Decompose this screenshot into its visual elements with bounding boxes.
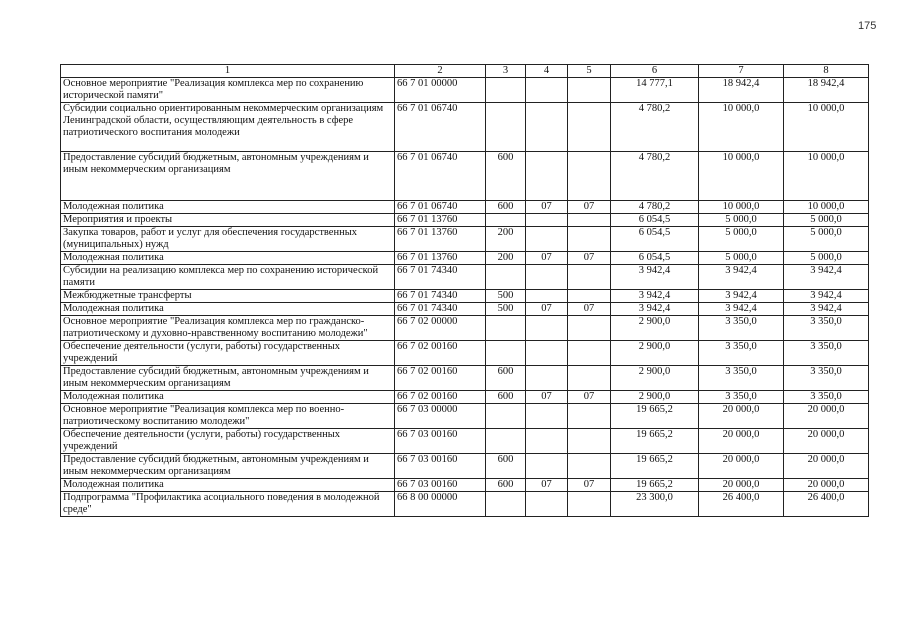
cell-subsection [568,103,611,152]
cell-subsection [568,214,611,227]
table-row [61,391,869,404]
page-number: 175 [858,20,877,32]
cell-amount-year-2: 18 942,4 [699,78,784,103]
cell-name: Предоставление субсидий бюджетным, автономным учреждениям и иным некоммерческим организациям [61,454,395,479]
cell-code: 66 7 01 13760 [395,252,486,265]
cell-section [526,404,568,429]
cell-subsection [568,290,611,303]
cell-amount-year-3: 3 350,0 [784,391,869,404]
cell-expense-type: 500 [486,290,526,303]
cell-amount-year-2: 20 000,0 [699,404,784,429]
table-row [61,214,869,227]
cell-amount-year-3: 5 000,0 [784,227,869,252]
table-row [61,303,869,316]
cell-name: Молодежная политика [61,391,395,404]
cell-section [526,214,568,227]
cell-name: Межбюджетные трансферты [61,290,395,303]
cell-amount-year-2: 3 350,0 [699,391,784,404]
cell-section [526,341,568,366]
cell-expense-type: 600 [486,152,526,201]
cell-expense-type: 600 [486,391,526,404]
cell-code: 66 7 01 74340 [395,265,486,290]
cell-amount-year-2: 26 400,0 [699,492,784,517]
cell-section: 07 [526,303,568,316]
table-row [61,316,869,341]
cell-subsection: 07 [568,479,611,492]
cell-name: Субсидии социально ориентированным некоммерческим организациям Ленинградской области, осуществляющим деятельность в сфере патриотического воспитания молодежи [61,103,395,152]
cell-amount-year-1: 3 942,4 [611,290,699,303]
table-row [61,404,869,429]
cell-expense-type [486,429,526,454]
cell-code: 66 7 01 13760 [395,214,486,227]
cell-subsection [568,265,611,290]
cell-subsection [568,429,611,454]
cell-section [526,429,568,454]
cell-subsection [568,454,611,479]
cell-amount-year-3: 3 350,0 [784,341,869,366]
cell-code: 66 7 02 00160 [395,391,486,404]
cell-amount-year-1: 2 900,0 [611,366,699,391]
cell-expense-type [486,316,526,341]
cell-section [526,152,568,201]
cell-expense-type [486,265,526,290]
cell-subsection [568,492,611,517]
cell-code: 66 7 03 00160 [395,454,486,479]
header-cell-4: 4 [526,65,568,78]
table-row [61,201,869,214]
cell-name: Мероприятия и проекты [61,214,395,227]
cell-amount-year-2: 3 942,4 [699,303,784,316]
cell-expense-type [486,492,526,517]
table-row [61,103,869,152]
cell-expense-type [486,103,526,152]
cell-amount-year-2: 5 000,0 [699,214,784,227]
cell-amount-year-1: 19 665,2 [611,404,699,429]
cell-expense-type [486,404,526,429]
budget-table [60,64,869,517]
table-row [61,290,869,303]
cell-code: 66 7 02 00160 [395,341,486,366]
table-row [61,152,869,201]
cell-section [526,78,568,103]
cell-name: Обеспечение деятельности (услуги, работы) государственных учреждений [61,341,395,366]
cell-code: 66 7 02 00000 [395,316,486,341]
header-cell-3: 3 [486,65,526,78]
cell-amount-year-1: 19 665,2 [611,479,699,492]
table-row [61,265,869,290]
cell-amount-year-1: 2 900,0 [611,391,699,404]
cell-expense-type: 600 [486,454,526,479]
cell-subsection: 07 [568,201,611,214]
table-body [61,78,869,517]
cell-code: 66 7 01 74340 [395,290,486,303]
cell-code: 66 8 00 00000 [395,492,486,517]
cell-amount-year-3: 3 942,4 [784,265,869,290]
cell-code: 66 7 03 00160 [395,479,486,492]
cell-expense-type: 200 [486,227,526,252]
cell-amount-year-1: 3 942,4 [611,265,699,290]
cell-amount-year-3: 10 000,0 [784,103,869,152]
cell-amount-year-1: 2 900,0 [611,316,699,341]
cell-amount-year-1: 4 780,2 [611,201,699,214]
table-row [61,227,869,252]
header-cell-2: 2 [395,65,486,78]
cell-code: 66 7 02 00160 [395,366,486,391]
table-row [61,252,869,265]
header-cell-7: 7 [699,65,784,78]
cell-name: Молодежная политика [61,201,395,214]
cell-name: Основное мероприятие "Реализация комплекса мер по военно-патриотическому воспитанию молодежи" [61,404,395,429]
cell-amount-year-2: 10 000,0 [699,152,784,201]
cell-name: Подпрограмма "Профилактика асоциального поведения в молодежной среде" [61,492,395,517]
cell-amount-year-2: 20 000,0 [699,429,784,454]
cell-section [526,290,568,303]
cell-expense-type: 600 [486,479,526,492]
cell-expense-type [486,341,526,366]
table-row [61,78,869,103]
cell-section [526,316,568,341]
cell-code: 66 7 01 00000 [395,78,486,103]
cell-amount-year-3: 3 350,0 [784,316,869,341]
header-cell-6: 6 [611,65,699,78]
cell-subsection [568,404,611,429]
cell-amount-year-2: 5 000,0 [699,227,784,252]
cell-name: Молодежная политика [61,252,395,265]
cell-amount-year-1: 23 300,0 [611,492,699,517]
cell-section: 07 [526,252,568,265]
cell-amount-year-2: 10 000,0 [699,103,784,152]
table-row [61,429,869,454]
table-row [61,454,869,479]
cell-amount-year-3: 20 000,0 [784,454,869,479]
cell-name: Предоставление субсидий бюджетным, автономным учреждениям и иным некоммерческим организациям [61,152,395,201]
cell-amount-year-3: 3 942,4 [784,303,869,316]
cell-section: 07 [526,479,568,492]
cell-code: 66 7 01 06740 [395,103,486,152]
cell-amount-year-1: 4 780,2 [611,103,699,152]
cell-amount-year-1: 19 665,2 [611,429,699,454]
cell-expense-type: 200 [486,252,526,265]
header-cell-5: 5 [568,65,611,78]
cell-amount-year-2: 20 000,0 [699,454,784,479]
cell-code: 66 7 03 00000 [395,404,486,429]
cell-amount-year-2: 5 000,0 [699,252,784,265]
cell-amount-year-2: 20 000,0 [699,479,784,492]
cell-amount-year-3: 3 350,0 [784,366,869,391]
cell-amount-year-2: 3 350,0 [699,366,784,391]
cell-subsection [568,316,611,341]
cell-subsection [568,152,611,201]
cell-section [526,227,568,252]
cell-code: 66 7 01 13760 [395,227,486,252]
cell-name: Предоставление субсидий бюджетным, автономным учреждениям и иным некоммерческим организациям [61,366,395,391]
cell-amount-year-1: 4 780,2 [611,152,699,201]
cell-section: 07 [526,391,568,404]
cell-amount-year-3: 18 942,4 [784,78,869,103]
cell-subsection: 07 [568,303,611,316]
table-row [61,479,869,492]
cell-subsection: 07 [568,391,611,404]
cell-amount-year-2: 10 000,0 [699,201,784,214]
cell-amount-year-2: 3 350,0 [699,316,784,341]
cell-amount-year-3: 5 000,0 [784,252,869,265]
cell-subsection [568,78,611,103]
cell-subsection [568,341,611,366]
header-cell-8: 8 [784,65,869,78]
cell-name: Молодежная политика [61,303,395,316]
cell-code: 66 7 01 06740 [395,201,486,214]
cell-subsection [568,227,611,252]
cell-amount-year-3: 20 000,0 [784,429,869,454]
cell-name: Обеспечение деятельности (услуги, работы) государственных учреждений [61,429,395,454]
cell-section [526,454,568,479]
cell-section [526,103,568,152]
cell-subsection [568,366,611,391]
cell-amount-year-1: 6 054,5 [611,227,699,252]
cell-name: Закупка товаров, работ и услуг для обеспечения государственных (муниципальных) нужд [61,227,395,252]
cell-amount-year-2: 3 942,4 [699,290,784,303]
cell-expense-type: 500 [486,303,526,316]
table-row [61,492,869,517]
cell-code: 66 7 01 06740 [395,152,486,201]
cell-amount-year-3: 10 000,0 [784,201,869,214]
cell-expense-type [486,214,526,227]
cell-amount-year-1: 6 054,5 [611,252,699,265]
cell-section: 07 [526,201,568,214]
cell-amount-year-3: 20 000,0 [784,479,869,492]
cell-amount-year-3: 3 942,4 [784,290,869,303]
cell-name: Субсидии на реализацию комплекса мер по сохранению исторической памяти [61,265,395,290]
cell-amount-year-3: 20 000,0 [784,404,869,429]
cell-amount-year-1: 6 054,5 [611,214,699,227]
cell-amount-year-1: 3 942,4 [611,303,699,316]
header-row [61,65,869,78]
cell-code: 66 7 03 00160 [395,429,486,454]
table-row [61,341,869,366]
cell-expense-type [486,78,526,103]
cell-code: 66 7 01 74340 [395,303,486,316]
cell-amount-year-1: 19 665,2 [611,454,699,479]
table-row [61,366,869,391]
cell-section [526,492,568,517]
cell-name: Молодежная политика [61,479,395,492]
cell-amount-year-3: 5 000,0 [784,214,869,227]
cell-name: Основное мероприятие "Реализация комплекса мер по сохранению исторической памяти" [61,78,395,103]
cell-amount-year-2: 3 350,0 [699,341,784,366]
cell-section [526,366,568,391]
cell-section [526,265,568,290]
cell-amount-year-3: 26 400,0 [784,492,869,517]
cell-amount-year-1: 2 900,0 [611,341,699,366]
header-cell-1: 1 [61,65,395,78]
cell-subsection: 07 [568,252,611,265]
cell-expense-type: 600 [486,201,526,214]
cell-amount-year-3: 10 000,0 [784,152,869,201]
cell-amount-year-2: 3 942,4 [699,265,784,290]
cell-expense-type: 600 [486,366,526,391]
cell-amount-year-1: 14 777,1 [611,78,699,103]
cell-name: Основное мероприятие "Реализация комплекса мер по гражданско-патриотическому и духовно-нравственному воспитанию молодежи" [61,316,395,341]
